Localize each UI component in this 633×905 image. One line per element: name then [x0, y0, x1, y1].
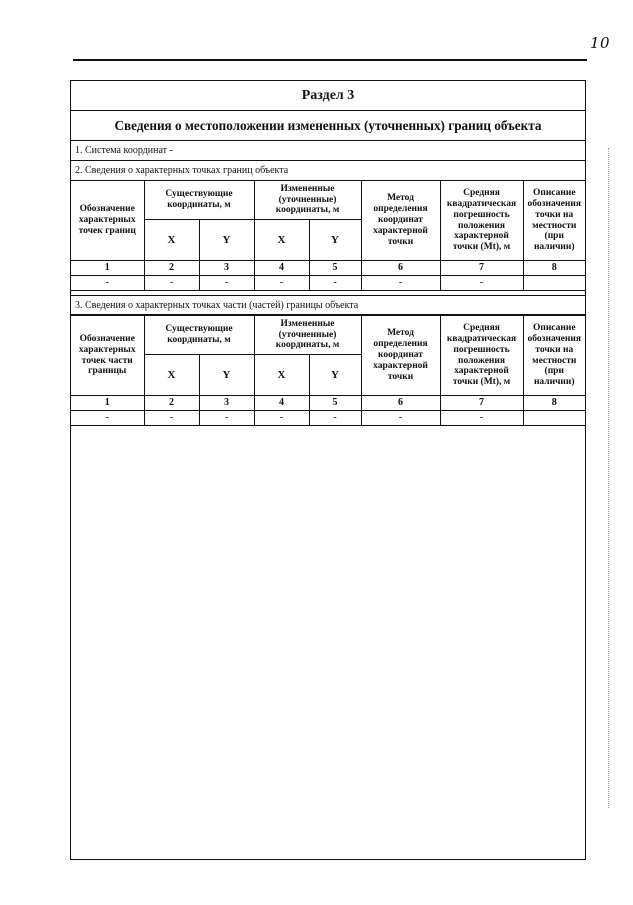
- column-number: 3: [199, 261, 254, 276]
- header-description: Описание обозначения точки на местности (при наличии): [523, 316, 585, 396]
- column-number-row: [71, 261, 585, 276]
- column-number: 7: [440, 396, 523, 411]
- table-cell: -: [361, 276, 440, 291]
- column-number: 2: [144, 261, 199, 276]
- table-cell: -: [361, 411, 440, 426]
- table-cell: [523, 276, 585, 291]
- coordinate-system-line: 1. Система координат -: [71, 141, 585, 161]
- column-number: 5: [309, 261, 361, 276]
- column-number: 4: [254, 261, 309, 276]
- header-changed-y: Y: [309, 355, 361, 396]
- column-number: 1: [71, 396, 144, 411]
- page-number: 10: [590, 34, 611, 52]
- table-cell: -: [71, 411, 144, 426]
- header-designation: Обозначение характерных точек части границы: [71, 316, 144, 396]
- header-changed-coords: Измененные (уточненные) координаты, м: [254, 181, 361, 220]
- table-cell: -: [144, 411, 199, 426]
- header-existing-y: Y: [199, 220, 254, 261]
- header-existing-x: X: [144, 220, 199, 261]
- header-mean-error: Средняя квадратическая погрешность положения характерной точки (Mt), м: [440, 181, 523, 261]
- table-cell: -: [199, 411, 254, 426]
- column-number: 8: [523, 261, 585, 276]
- table-row: [71, 276, 585, 291]
- header-changed-coords: Измененные (уточненные) координаты, м: [254, 316, 361, 355]
- table-cell: -: [309, 411, 361, 426]
- column-number: 6: [361, 396, 440, 411]
- section-heading: Раздел 3: [71, 81, 585, 111]
- column-number: 7: [440, 261, 523, 276]
- column-number-row: [71, 396, 585, 411]
- column-number: 2: [144, 396, 199, 411]
- table-cell: -: [254, 276, 309, 291]
- column-number: 1: [71, 261, 144, 276]
- table-cell: -: [440, 411, 523, 426]
- header-changed-x: X: [254, 355, 309, 396]
- header-designation: Обозначение характерных точек границ: [71, 181, 144, 261]
- column-number: 8: [523, 396, 585, 411]
- table-cell: [523, 411, 585, 426]
- table-cell: -: [254, 411, 309, 426]
- header-method: Метод определения координат характерной точки: [361, 181, 440, 261]
- column-number: 5: [309, 396, 361, 411]
- header-changed-x: X: [254, 220, 309, 261]
- boundary-points-caption: 2. Сведения о характерных точках границ объекта: [71, 161, 585, 181]
- table-cell: -: [199, 276, 254, 291]
- section-frame: [70, 80, 586, 860]
- scan-edge-marks: [608, 148, 610, 808]
- table-row: [71, 411, 585, 426]
- header-existing-coords: Существующие координаты, м: [144, 181, 254, 220]
- header-existing-coords: Существующие координаты, м: [144, 316, 254, 355]
- column-number: 3: [199, 396, 254, 411]
- table-cell: -: [440, 276, 523, 291]
- table-cell: -: [144, 276, 199, 291]
- column-number: 6: [361, 261, 440, 276]
- table-cell: -: [71, 276, 144, 291]
- header-rule: [73, 59, 587, 61]
- part-boundary-caption: 3. Сведения о характерных точках части (частей) границы объекта: [71, 295, 585, 315]
- header-changed-y: Y: [309, 220, 361, 261]
- header-existing-x: X: [144, 355, 199, 396]
- table-cell: -: [309, 276, 361, 291]
- header-mean-error: Средняя квадратическая погрешность положения характерной точки (Mt), м: [440, 316, 523, 396]
- header-method: Метод определения координат характерной точки: [361, 316, 440, 396]
- column-number: 4: [254, 396, 309, 411]
- section-title: Сведения о местоположении измененных (уточненных) границ объекта: [71, 111, 585, 141]
- boundary-points-table: [71, 180, 585, 291]
- header-existing-y: Y: [199, 355, 254, 396]
- header-description: Описание обозначения точки на местности (при наличии): [523, 181, 585, 261]
- part-boundary-points-table: [71, 315, 585, 426]
